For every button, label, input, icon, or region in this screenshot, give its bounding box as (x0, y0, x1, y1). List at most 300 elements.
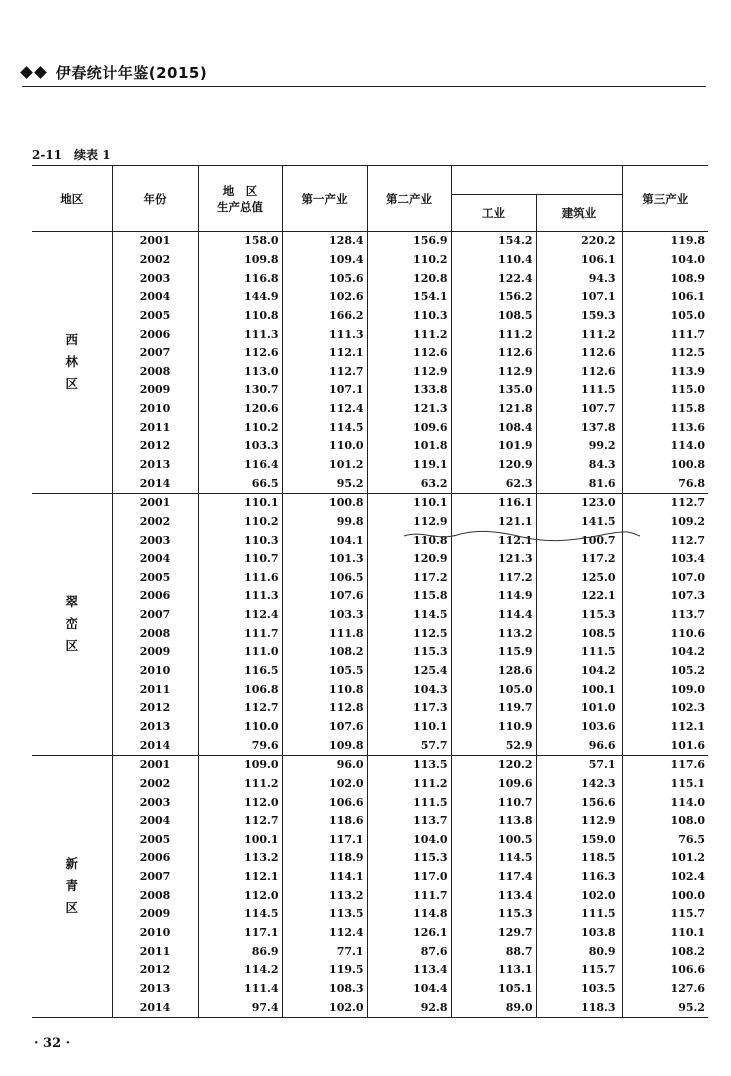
primary-cell: 107.6 (282, 587, 367, 606)
primary-cell: 111.8 (282, 624, 367, 643)
gdp-cell: 110.8 (198, 307, 282, 326)
tertiary-cell: 119.8 (622, 232, 708, 251)
secondary-cell: 126.1 (367, 924, 451, 943)
industry-cell: 105.1 (451, 980, 536, 999)
tertiary-cell: 95.2 (622, 998, 708, 1017)
construction-cell: 116.3 (536, 868, 622, 887)
construction-cell: 141.5 (536, 513, 622, 532)
primary-cell: 166.2 (282, 307, 367, 326)
industry-cell: 89.0 (451, 998, 536, 1017)
gdp-cell: 113.2 (198, 849, 282, 868)
construction-cell: 112.6 (536, 362, 622, 381)
secondary-cell: 111.2 (367, 775, 451, 794)
industry-cell: 156.2 (451, 288, 536, 307)
table-body (32, 232, 708, 1018)
industry-cell: 119.7 (451, 699, 536, 718)
gdp-cell: 116.8 (198, 269, 282, 288)
industry-cell: 110.4 (451, 251, 536, 270)
construction-cell: 111.5 (536, 905, 622, 924)
industry-cell: 114.9 (451, 587, 536, 606)
tertiary-cell: 112.5 (622, 344, 708, 363)
secondary-cell: 104.0 (367, 831, 451, 850)
primary-cell: 102.0 (282, 998, 367, 1017)
industry-cell: 112.1 (451, 531, 536, 550)
construction-cell: 106.1 (536, 251, 622, 270)
gdp-cell: 112.0 (198, 886, 282, 905)
table-row (32, 232, 708, 251)
table-row (32, 775, 708, 794)
secondary-cell: 110.3 (367, 307, 451, 326)
secondary-cell: 117.3 (367, 699, 451, 718)
industry-cell: 113.1 (451, 961, 536, 980)
secondary-cell: 120.9 (367, 550, 451, 569)
year-cell: 2013 (112, 456, 198, 475)
table-row (32, 251, 708, 270)
construction-cell: 111.5 (536, 643, 622, 662)
year-cell: 2004 (112, 812, 198, 831)
year-cell: 2006 (112, 325, 198, 344)
year-cell: 2001 (112, 755, 198, 774)
primary-cell: 113.5 (282, 905, 367, 924)
construction-cell: 96.6 (536, 736, 622, 755)
secondary-cell: 111.7 (367, 886, 451, 905)
gdp-cell: 112.7 (198, 699, 282, 718)
tertiary-cell: 108.2 (622, 942, 708, 961)
table-row (32, 736, 708, 755)
table-row (32, 924, 708, 943)
primary-cell: 112.4 (282, 400, 367, 419)
primary-cell: 128.4 (282, 232, 367, 251)
tertiary-cell: 105.2 (622, 662, 708, 681)
primary-cell: 112.7 (282, 362, 367, 381)
col-header-region: 地区 (32, 166, 112, 232)
year-cell: 2008 (112, 886, 198, 905)
primary-cell: 119.5 (282, 961, 367, 980)
primary-cell: 107.1 (282, 381, 367, 400)
secondary-cell: 110.8 (367, 531, 451, 550)
gdp-cell: 112.0 (198, 793, 282, 812)
gdp-cell: 112.4 (198, 606, 282, 625)
primary-cell: 105.5 (282, 662, 367, 681)
col-header-gdp (198, 166, 282, 232)
tertiary-cell: 76.5 (622, 831, 708, 850)
gdp-cell: 103.3 (198, 437, 282, 456)
industry-cell: 113.4 (451, 886, 536, 905)
tertiary-cell: 112.1 (622, 718, 708, 737)
gdp-cell: 144.9 (198, 288, 282, 307)
table-row (32, 288, 708, 307)
tertiary-cell: 103.4 (622, 550, 708, 569)
table-row (32, 493, 708, 512)
gdp-cell: 130.7 (198, 381, 282, 400)
primary-cell: 118.6 (282, 812, 367, 831)
primary-cell: 117.1 (282, 831, 367, 850)
construction-cell: 104.2 (536, 662, 622, 681)
region-char: 翠 (65, 594, 78, 610)
industry-cell: 111.2 (451, 325, 536, 344)
year-cell: 2005 (112, 569, 198, 588)
secondary-cell: 109.6 (367, 418, 451, 437)
region-char: 峦 (65, 616, 78, 632)
industry-cell: 115.9 (451, 643, 536, 662)
construction-cell: 111.2 (536, 325, 622, 344)
construction-cell: 107.7 (536, 400, 622, 419)
tertiary-cell: 113.9 (622, 362, 708, 381)
construction-cell: 137.8 (536, 418, 622, 437)
col-header-tertiary: 第三产业 (622, 166, 708, 232)
secondary-cell: 112.9 (367, 362, 451, 381)
year-cell: 2010 (112, 400, 198, 419)
secondary-cell: 111.2 (367, 325, 451, 344)
table-row (32, 344, 708, 363)
gdp-cell: 112.6 (198, 344, 282, 363)
primary-cell: 112.8 (282, 699, 367, 718)
gdp-cell: 114.2 (198, 961, 282, 980)
page-number: · 32 · (34, 1036, 71, 1051)
construction-cell: 112.6 (536, 344, 622, 363)
header-rule (22, 86, 706, 87)
table-row (32, 550, 708, 569)
year-cell: 2005 (112, 831, 198, 850)
year-cell: 2006 (112, 587, 198, 606)
gdp-cell: 79.6 (198, 736, 282, 755)
gdp-cell: 112.7 (198, 812, 282, 831)
table-row (32, 718, 708, 737)
secondary-cell: 120.8 (367, 269, 451, 288)
region-char: 新 (65, 856, 78, 872)
secondary-cell: 113.5 (367, 755, 451, 774)
diamond-icon (20, 66, 33, 79)
industry-cell: 100.5 (451, 831, 536, 850)
industry-cell: 121.1 (451, 513, 536, 532)
col-header-industry: 工业 (451, 195, 536, 232)
book-header (22, 62, 207, 83)
gdp-cell: 110.7 (198, 550, 282, 569)
secondary-cell: 125.4 (367, 662, 451, 681)
primary-cell: 77.1 (282, 942, 367, 961)
region-char: 林 (65, 354, 78, 370)
industry-cell: 115.3 (451, 905, 536, 924)
primary-cell: 108.3 (282, 980, 367, 999)
construction-cell: 103.8 (536, 924, 622, 943)
table-row (32, 624, 708, 643)
industry-cell: 117.4 (451, 868, 536, 887)
industry-cell: 120.2 (451, 755, 536, 774)
tertiary-cell: 101.2 (622, 849, 708, 868)
primary-cell: 101.2 (282, 456, 367, 475)
tertiary-cell: 114.0 (622, 793, 708, 812)
gdp-cell: 111.2 (198, 775, 282, 794)
region-cell (32, 493, 112, 755)
handwritten-underline (402, 529, 642, 543)
year-cell: 2004 (112, 550, 198, 569)
primary-cell: 102.0 (282, 775, 367, 794)
table-row (32, 812, 708, 831)
gdp-cell: 111.3 (198, 325, 282, 344)
year-cell: 2005 (112, 307, 198, 326)
year-cell: 2011 (112, 418, 198, 437)
secondary-cell: 133.8 (367, 381, 451, 400)
primary-cell: 101.3 (282, 550, 367, 569)
construction-cell: 103.5 (536, 980, 622, 999)
table-row (32, 606, 708, 625)
primary-cell: 110.8 (282, 680, 367, 699)
industry-cell: 112.9 (451, 362, 536, 381)
construction-cell: 117.2 (536, 550, 622, 569)
secondary-cell: 57.7 (367, 736, 451, 755)
year-cell: 2003 (112, 793, 198, 812)
primary-cell: 99.8 (282, 513, 367, 532)
construction-cell: 100.7 (536, 531, 622, 550)
construction-cell: 122.1 (536, 587, 622, 606)
tertiary-cell: 104.0 (622, 251, 708, 270)
table-row (32, 699, 708, 718)
year-cell: 2001 (112, 232, 198, 251)
tertiary-cell: 106.1 (622, 288, 708, 307)
gdp-cell: 106.8 (198, 680, 282, 699)
construction-cell: 125.0 (536, 569, 622, 588)
statistics-table (32, 165, 708, 1018)
gdp-cell: 110.0 (198, 718, 282, 737)
col-header-construction: 建筑业 (536, 195, 622, 232)
tertiary-cell: 112.7 (622, 531, 708, 550)
year-cell: 2014 (112, 998, 198, 1017)
year-cell: 2012 (112, 699, 198, 718)
year-cell: 2013 (112, 718, 198, 737)
gdp-cell: 117.1 (198, 924, 282, 943)
secondary-cell: 63.2 (367, 474, 451, 493)
primary-cell: 118.9 (282, 849, 367, 868)
tertiary-cell: 100.8 (622, 456, 708, 475)
year-cell: 2009 (112, 905, 198, 924)
col-header-secondary-sub (451, 166, 622, 195)
year-cell: 2014 (112, 736, 198, 755)
secondary-cell: 104.4 (367, 980, 451, 999)
construction-cell: 102.0 (536, 886, 622, 905)
tertiary-cell: 115.0 (622, 381, 708, 400)
gdp-cell: 109.0 (198, 755, 282, 774)
table-row (32, 381, 708, 400)
gdp-cell: 100.1 (198, 831, 282, 850)
secondary-cell: 114.8 (367, 905, 451, 924)
secondary-cell: 87.6 (367, 942, 451, 961)
year-cell: 2004 (112, 288, 198, 307)
construction-cell: 94.3 (536, 269, 622, 288)
table-row (32, 400, 708, 419)
table-row (32, 849, 708, 868)
secondary-cell: 154.1 (367, 288, 451, 307)
table-row (32, 680, 708, 699)
construction-cell: 107.1 (536, 288, 622, 307)
construction-cell: 99.2 (536, 437, 622, 456)
industry-cell: 105.0 (451, 680, 536, 699)
primary-cell: 96.0 (282, 755, 367, 774)
industry-cell: 113.2 (451, 624, 536, 643)
table-row (32, 437, 708, 456)
tertiary-cell: 102.4 (622, 868, 708, 887)
table-row (32, 886, 708, 905)
industry-cell: 108.4 (451, 418, 536, 437)
tertiary-cell: 100.0 (622, 886, 708, 905)
construction-cell: 111.5 (536, 381, 622, 400)
primary-cell: 111.3 (282, 325, 367, 344)
region-char: 青 (65, 878, 78, 894)
construction-cell: 118.5 (536, 849, 622, 868)
gdp-cell: 111.7 (198, 624, 282, 643)
industry-cell: 113.8 (451, 812, 536, 831)
table-row (32, 456, 708, 475)
region-cell (32, 232, 112, 494)
secondary-cell: 119.1 (367, 456, 451, 475)
construction-cell: 100.1 (536, 680, 622, 699)
tertiary-cell: 104.2 (622, 643, 708, 662)
secondary-cell: 92.8 (367, 998, 451, 1017)
gdp-cell: 113.0 (198, 362, 282, 381)
construction-cell: 80.9 (536, 942, 622, 961)
tertiary-cell: 106.6 (622, 961, 708, 980)
construction-cell: 220.2 (536, 232, 622, 251)
table-row (32, 868, 708, 887)
secondary-cell: 112.9 (367, 513, 451, 532)
primary-cell: 95.2 (282, 474, 367, 493)
gdp-header-line1: 地 区 (222, 183, 258, 198)
year-cell: 2002 (112, 513, 198, 532)
industry-cell: 116.1 (451, 493, 536, 512)
year-cell: 2008 (112, 362, 198, 381)
tertiary-cell: 111.7 (622, 325, 708, 344)
industry-cell: 135.0 (451, 381, 536, 400)
primary-cell: 102.6 (282, 288, 367, 307)
gdp-cell: 112.1 (198, 868, 282, 887)
tertiary-cell: 110.6 (622, 624, 708, 643)
tertiary-cell: 109.2 (622, 513, 708, 532)
year-cell: 2011 (112, 942, 198, 961)
secondary-cell: 113.4 (367, 961, 451, 980)
construction-cell: 142.3 (536, 775, 622, 794)
construction-cell: 112.9 (536, 812, 622, 831)
secondary-cell: 156.9 (367, 232, 451, 251)
col-header-secondary: 第二产业 (367, 166, 451, 232)
tertiary-cell: 115.1 (622, 775, 708, 794)
primary-cell: 104.1 (282, 531, 367, 550)
table-row (32, 643, 708, 662)
year-cell: 2003 (112, 531, 198, 550)
primary-cell: 107.6 (282, 718, 367, 737)
secondary-cell: 112.6 (367, 344, 451, 363)
table-row (32, 998, 708, 1017)
table-row (32, 831, 708, 850)
year-cell: 2008 (112, 624, 198, 643)
secondary-cell: 117.2 (367, 569, 451, 588)
year-cell: 2010 (112, 924, 198, 943)
industry-cell: 121.3 (451, 550, 536, 569)
table-row (32, 418, 708, 437)
gdp-cell: 109.8 (198, 251, 282, 270)
secondary-cell: 117.0 (367, 868, 451, 887)
tertiary-cell: 115.8 (622, 400, 708, 419)
secondary-cell: 104.3 (367, 680, 451, 699)
construction-cell: 115.7 (536, 961, 622, 980)
table-row (32, 269, 708, 288)
secondary-cell: 115.8 (367, 587, 451, 606)
primary-cell: 110.0 (282, 437, 367, 456)
region-char: 区 (65, 900, 78, 916)
year-cell: 2002 (112, 775, 198, 794)
industry-cell: 128.6 (451, 662, 536, 681)
tertiary-cell: 110.1 (622, 924, 708, 943)
gdp-cell: 111.3 (198, 587, 282, 606)
secondary-cell: 115.3 (367, 849, 451, 868)
construction-cell: 103.6 (536, 718, 622, 737)
year-cell: 2014 (112, 474, 198, 493)
table-row (32, 569, 708, 588)
primary-cell: 113.2 (282, 886, 367, 905)
table-row (32, 362, 708, 381)
construction-cell: 57.1 (536, 755, 622, 774)
year-cell: 2007 (112, 868, 198, 887)
construction-cell: 156.6 (536, 793, 622, 812)
table-row (32, 474, 708, 493)
table-label: 2-11 续表 1 (32, 148, 111, 162)
gdp-cell: 110.3 (198, 531, 282, 550)
industry-cell: 110.7 (451, 793, 536, 812)
book-title: 伊春统计年鉴(2015) (55, 64, 208, 82)
table-row (32, 793, 708, 812)
tertiary-cell: 108.9 (622, 269, 708, 288)
table-row (32, 662, 708, 681)
primary-cell: 105.6 (282, 269, 367, 288)
industry-cell: 114.5 (451, 849, 536, 868)
secondary-cell: 110.2 (367, 251, 451, 270)
tertiary-cell: 76.8 (622, 474, 708, 493)
industry-cell: 120.9 (451, 456, 536, 475)
primary-cell: 109.4 (282, 251, 367, 270)
year-cell: 2012 (112, 437, 198, 456)
year-cell: 2009 (112, 643, 198, 662)
secondary-cell: 110.1 (367, 493, 451, 512)
industry-cell: 154.2 (451, 232, 536, 251)
col-header-year: 年份 (112, 166, 198, 232)
gdp-cell: 110.2 (198, 418, 282, 437)
construction-cell: 108.5 (536, 624, 622, 643)
tertiary-cell: 101.6 (622, 736, 708, 755)
tertiary-cell: 113.7 (622, 606, 708, 625)
tertiary-cell: 102.3 (622, 699, 708, 718)
construction-cell: 101.0 (536, 699, 622, 718)
tertiary-cell: 105.0 (622, 307, 708, 326)
table-row (32, 980, 708, 999)
secondary-cell: 101.8 (367, 437, 451, 456)
industry-cell: 122.4 (451, 269, 536, 288)
tertiary-cell: 127.6 (622, 980, 708, 999)
gdp-cell: 158.0 (198, 232, 282, 251)
region-char: 区 (65, 638, 78, 654)
industry-cell: 62.3 (451, 474, 536, 493)
gdp-cell: 116.5 (198, 662, 282, 681)
tertiary-cell: 112.7 (622, 493, 708, 512)
primary-cell: 103.3 (282, 606, 367, 625)
gdp-cell: 97.4 (198, 998, 282, 1017)
secondary-cell: 111.5 (367, 793, 451, 812)
secondary-cell: 114.5 (367, 606, 451, 625)
gdp-cell: 110.2 (198, 513, 282, 532)
tertiary-cell: 109.0 (622, 680, 708, 699)
industry-cell: 108.5 (451, 307, 536, 326)
tertiary-cell: 108.0 (622, 812, 708, 831)
industry-cell: 52.9 (451, 736, 536, 755)
year-cell: 2003 (112, 269, 198, 288)
primary-cell: 114.5 (282, 418, 367, 437)
